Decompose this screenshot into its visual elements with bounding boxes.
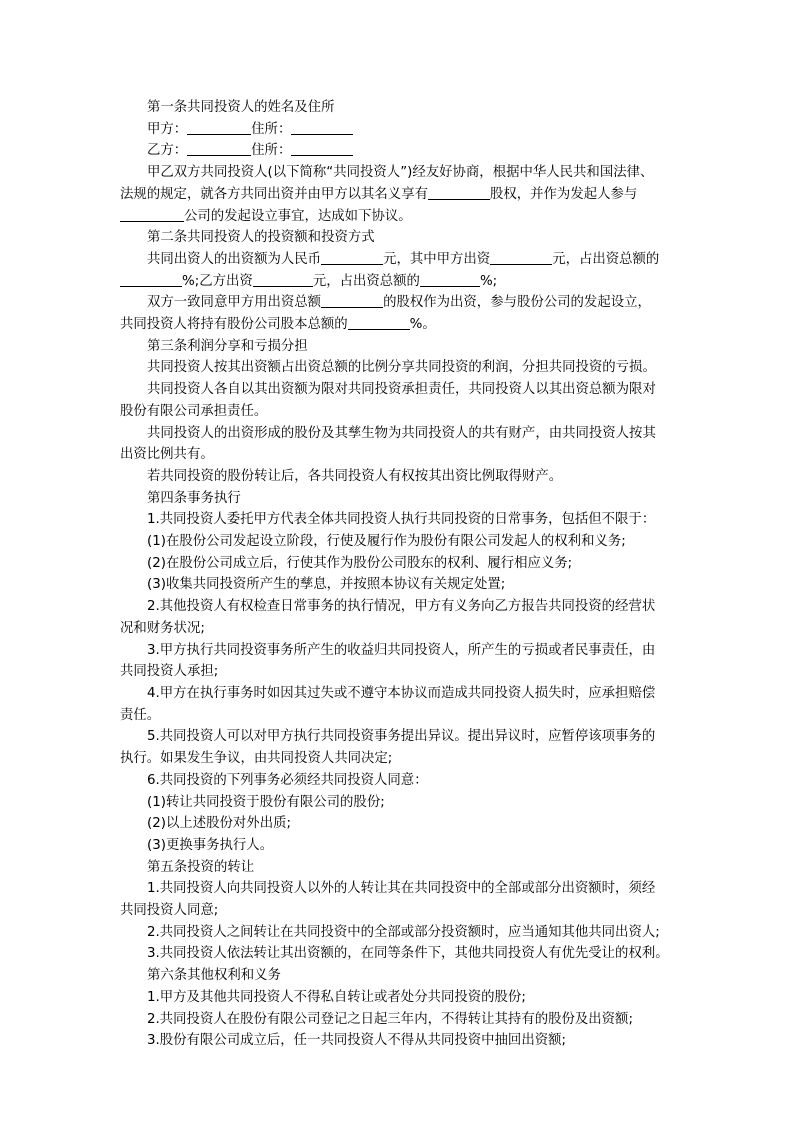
text-span: 股权，并作为发起人参与 <box>489 186 638 202</box>
list-item: 5.共同投资人可以对甲方执行共同投资事务提出异议。提出异议时，应暂停该项事务的 <box>147 729 656 745</box>
blank-field[interactable] <box>321 292 383 308</box>
text-span: 共同出资人的出资额为人民币 <box>147 251 322 267</box>
paragraph-line <box>120 292 676 314</box>
party-a-label: 甲方： <box>147 121 188 137</box>
article-5-title: 第五条投资的转让 <box>147 859 255 875</box>
article-3-title: 第三条利润分享和亏损分担 <box>147 338 308 354</box>
list-item: 1.共同投资人向共同投资人以外的人转让其在共同投资中的全部或部分出资额时，须经 <box>147 881 656 897</box>
paragraph-line: 共同投资人按其出资额占出资总额的比例分享共同投资的利润，分担共同投资的亏损。 <box>147 360 656 376</box>
list-item: 2.共同投资人在股份有限公司登记之日起三年内，不得转让其持有的股份及出资额; <box>147 1011 633 1027</box>
list-item: 4.甲方在执行事务时如因其过失或不遵守本协议而造成共同投资人损失时，应承担赔偿 <box>147 685 656 701</box>
paragraph-line <box>120 184 676 206</box>
blank-field[interactable] <box>291 119 353 135</box>
list-item: 6.共同投资的下列事务必须经共同投资人同意： <box>147 772 428 788</box>
text-span: 元，占出资总额的 <box>552 251 660 267</box>
list-item: 3.甲方执行共同投资事务所产生的收益归共同投资人，所产生的亏损或者民事责任，由 <box>147 642 656 658</box>
sub-list-item: (1)转让共同投资于股份有限公司的股份; <box>147 794 385 810</box>
text-span: 元，占出资总额的 <box>312 273 420 289</box>
text-span: %。 <box>409 317 436 333</box>
list-item-continuation: 况和财务状况; <box>120 620 205 636</box>
blank-field[interactable] <box>291 140 353 156</box>
paragraph-line: 共同投资人的出资形成的股份及其孳生物为共同投资人的共有财产，由共同投资人按其 <box>147 425 656 441</box>
blank-field[interactable] <box>321 249 383 265</box>
text-span: 元，其中甲方出资 <box>383 251 491 267</box>
party-b-label: 乙方： <box>147 143 188 159</box>
party-b-line <box>120 140 676 162</box>
text-span: %; <box>479 273 498 289</box>
sub-list-item: (2)在股份公司成立后，行使其作为股份公司股东的权利、履行相应义务; <box>147 555 573 571</box>
blank-field[interactable] <box>420 271 480 287</box>
list-item: 2.共同投资人之间转让在共同投资中的全部或部分投资额时，应当通知其他共同出资人; <box>147 924 660 940</box>
text-span: %;乙方出资 <box>182 273 253 289</box>
paragraph-line: 若共同投资的股份转让后，各共同投资人有权按其出资比例取得财产。 <box>147 468 563 484</box>
blank-field[interactable] <box>187 140 251 156</box>
paragraph-line: 甲乙双方共同投资人(以下简称“共同投资人”)经友好协商，根据中华人民共和国法律、 <box>147 165 654 181</box>
blank-field[interactable] <box>490 249 552 265</box>
blank-field[interactable] <box>253 271 313 287</box>
list-item-continuation: 共同投资人承担; <box>120 664 219 680</box>
list-item-continuation: 执行。如果发生争议，由共同投资人共同决定; <box>120 751 393 767</box>
article-2-title: 第二条共同投资人的投资额和投资方式 <box>147 230 375 246</box>
list-item: 3.共同投资人依法转让其出资额的，在同等条件下，其他共同投资人有优先受让的权利。 <box>147 946 669 962</box>
document-body <box>120 97 676 1052</box>
sub-list-item: (1)在股份公司发起设立阶段，行使及履行作为股份有限公司发起人的权利和义务; <box>147 534 626 550</box>
address-label: 住所： <box>251 143 292 159</box>
paragraph-line: 股份有限公司承担责任。 <box>120 403 268 419</box>
text-span: 法规的规定，就各方共同出资并由甲方以其名义享有 <box>120 186 428 202</box>
text-span: 公司的发起设立事宜，达成如下协议。 <box>184 208 412 224</box>
paragraph-line: 共同投资人各自以其出资额为限对共同投资承担责任，共同投资人以其出资总额为限对 <box>147 382 656 398</box>
sub-list-item: (3)更换事务执行人。 <box>147 837 274 853</box>
blank-field[interactable] <box>120 206 184 222</box>
paragraph-line <box>120 271 676 293</box>
paragraph-line <box>120 249 676 271</box>
list-item-continuation: 责任。 <box>120 707 161 723</box>
blank-field[interactable] <box>428 184 490 200</box>
paragraph-line <box>120 314 676 336</box>
list-item: 2.其他投资人有权检查日常事务的执行情况，甲方有义务向乙方报告共同投资的经营状 <box>147 599 656 615</box>
blank-field[interactable] <box>187 119 251 135</box>
article-4-title: 第四条事务执行 <box>147 490 241 506</box>
list-item-continuation: 共同投资人同意; <box>120 903 219 919</box>
list-item: 1.甲方及其他共同投资人不得私自转让或者处分共同投资的股份; <box>147 989 526 1005</box>
list-item: 3.股份有限公司成立后，任一共同投资人不得从共同投资中抽回出资额; <box>147 1033 567 1049</box>
blank-field[interactable] <box>120 271 182 287</box>
text-span: 的股权作为出资，参与股份公司的发起设立， <box>383 295 651 311</box>
sub-list-item: (3)收集共同投资所产生的孳息，并按照本协议有关规定处置; <box>147 577 506 593</box>
address-label: 住所： <box>251 121 292 137</box>
party-a-line <box>120 119 676 141</box>
sub-list-item: (2)以上述股份对外出质; <box>147 816 291 832</box>
text-span: 双方一致同意甲方用出资总额 <box>147 295 322 311</box>
paragraph-line <box>120 206 676 228</box>
paragraph-line: 出资比例共有。 <box>120 447 214 463</box>
text-span: 共同投资人将持有股份公司股本总额的 <box>120 317 348 333</box>
list-item: 1.共同投资人委托甲方代表全体共同投资人执行共同投资的日常事务，包括但不限于： <box>147 512 656 528</box>
article-1-title: 第一条共同投资人的姓名及住所 <box>147 100 335 115</box>
blank-field[interactable] <box>348 314 410 330</box>
article-6-title: 第六条其他权利和义务 <box>147 968 281 984</box>
